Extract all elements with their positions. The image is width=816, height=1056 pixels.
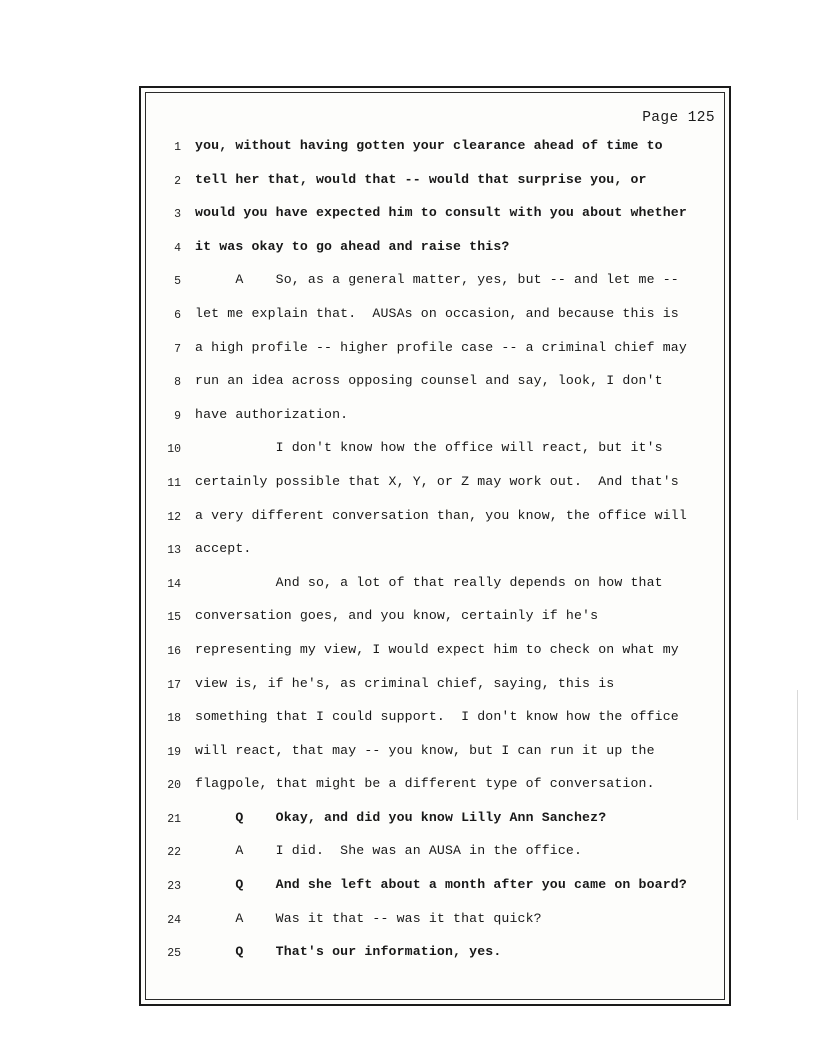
line-number: 1 [174, 141, 181, 154]
line-number: 8 [174, 376, 181, 390]
transcript-line [141, 676, 729, 710]
transcript-line [141, 709, 729, 743]
transcript-line [141, 776, 729, 810]
line-number: 21 [167, 812, 181, 826]
line-number: 19 [167, 745, 181, 759]
page-number-header: Page 125 [642, 110, 715, 126]
line-text: A I did. She was an AUSA in the office. [195, 843, 583, 859]
line-text: conversation goes, and you know, certainly if he's [195, 608, 599, 624]
line-text: it was okay to go ahead and raise this? [195, 238, 510, 254]
line-text: And so, a lot of that really depends on how that [195, 574, 663, 590]
line-text: Q That's our information, yes. [195, 944, 502, 960]
line-number: 17 [167, 678, 181, 692]
transcript-line [141, 440, 729, 474]
line-text: let me explain that. AUSAs on occasion, and because this is [195, 305, 679, 321]
transcript-line [141, 877, 729, 911]
line-text: A So, as a general matter, yes, but -- and let me -- [195, 272, 679, 288]
transcript-line [141, 239, 729, 273]
right-margin-rule [797, 690, 798, 820]
line-number: 11 [167, 476, 181, 490]
line-text: a very different conversation than, you know, the office will [195, 507, 687, 523]
line-number: 7 [174, 342, 181, 356]
line-text: a high profile -- higher profile case -- a criminal chief may [195, 339, 687, 355]
line-number: 20 [167, 779, 181, 793]
line-number: 6 [174, 308, 181, 322]
transcript-line [141, 272, 729, 306]
line-text: run an idea across opposing counsel and say, look, I don't [195, 373, 663, 389]
transcript-line [141, 373, 729, 407]
line-number: 22 [167, 846, 181, 860]
line-text: something that I could support. I don't know how the office [195, 709, 679, 725]
line-number: 24 [167, 913, 181, 927]
transcript-line [141, 575, 729, 609]
line-number: 14 [167, 577, 181, 591]
transcript-line [141, 541, 729, 575]
transcript-line [141, 340, 729, 374]
transcript-line [141, 474, 729, 508]
line-text: will react, that may -- you know, but I can run it up the [195, 742, 655, 758]
line-number: 10 [167, 443, 181, 457]
transcript-frame [139, 86, 731, 1006]
line-text: Q Okay, and did you know Lilly Ann Sanchez? [195, 809, 607, 825]
transcript-line [141, 810, 729, 844]
transcript-line [141, 205, 729, 239]
line-number: 4 [174, 241, 181, 255]
transcript-lines [141, 138, 729, 978]
transcript-line [141, 843, 729, 877]
line-number: 23 [167, 880, 181, 894]
line-text: would you have expected him to consult with you about whether [195, 205, 687, 221]
line-number: 2 [174, 174, 181, 188]
line-number: 12 [167, 510, 181, 524]
line-text: you, without having gotten your clearance ahead of time to [195, 138, 663, 153]
line-number: 16 [167, 644, 181, 658]
line-text: accept. [195, 541, 252, 557]
transcript-line [141, 608, 729, 642]
line-number: 5 [174, 275, 181, 289]
line-text: representing my view, I would expect him to check on what my [195, 641, 679, 657]
line-text: tell her that, would that -- would that surprise you, or [195, 171, 647, 187]
transcript-line [141, 138, 729, 172]
transcript-line [141, 743, 729, 777]
transcript-line [141, 172, 729, 206]
transcript-line [141, 911, 729, 945]
transcript-line [141, 508, 729, 542]
transcript-line [141, 306, 729, 340]
line-number: 9 [174, 409, 181, 423]
line-text: have authorization. [195, 406, 349, 422]
line-number: 18 [167, 712, 181, 726]
line-number: 13 [167, 544, 181, 558]
line-text: A Was it that -- was it that quick? [195, 910, 542, 926]
line-number: 3 [174, 208, 181, 222]
transcript-line [141, 642, 729, 676]
line-text: certainly possible that X, Y, or Z may work out. And that's [195, 473, 679, 489]
line-number: 15 [167, 611, 181, 625]
line-number: 25 [167, 947, 181, 961]
transcript-line [141, 944, 729, 978]
line-text: view is, if he's, as criminal chief, saying, this is [195, 675, 615, 691]
line-text: I don't know how the office will react, but it's [195, 440, 663, 456]
line-text: Q And she left about a month after you came on board? [195, 877, 687, 893]
transcript-line [141, 407, 729, 441]
line-text: flagpole, that might be a different type of conversation. [195, 776, 655, 792]
